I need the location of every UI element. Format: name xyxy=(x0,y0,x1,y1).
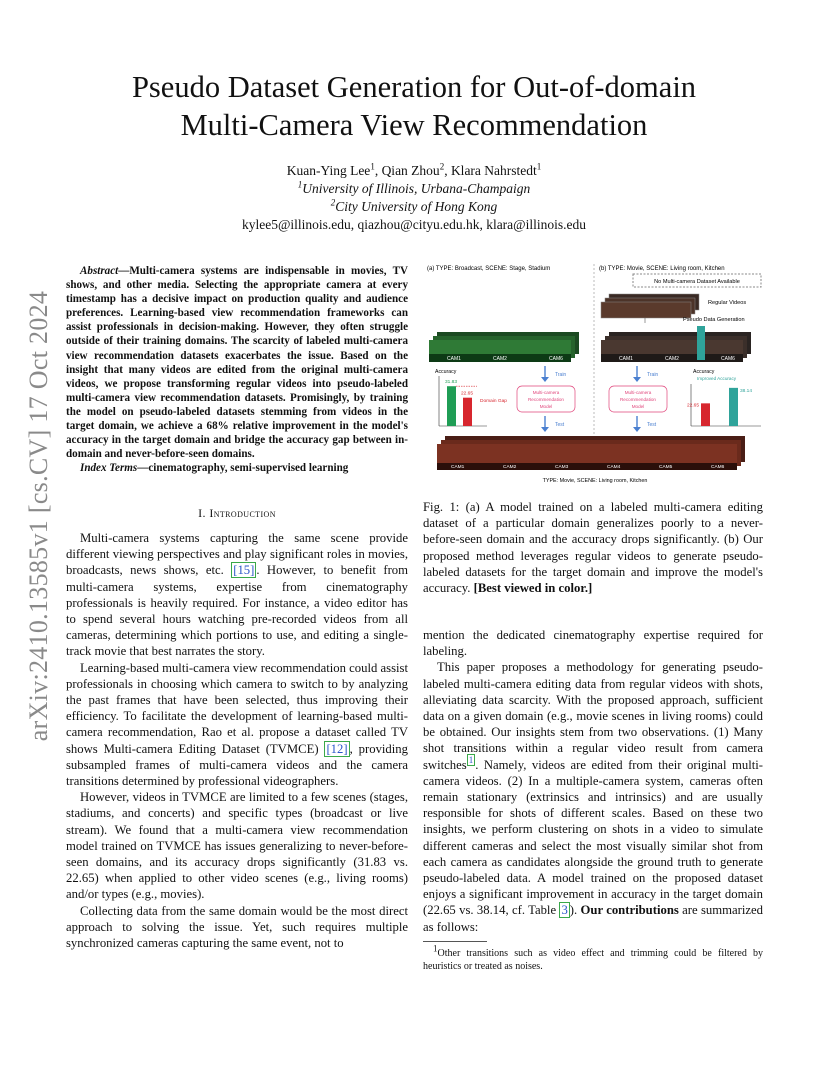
regular-videos-stack xyxy=(601,294,699,318)
model-box-a-line: Recommendation xyxy=(527,397,565,402)
index-terms-text: —cinematography, semi-supervised learning xyxy=(137,462,349,475)
citation-link-12[interactable]: [12] xyxy=(326,741,348,756)
accuracy-label-b: Accuracy xyxy=(693,369,715,375)
cam-label: CAM6 xyxy=(721,356,735,362)
accuracy-bar-b xyxy=(701,403,710,426)
test-label-a: Test xyxy=(555,422,565,428)
footnote-rule xyxy=(423,941,487,942)
paper-title xyxy=(60,68,768,144)
pseudo-data-generation-label: Pseudo Data Generation xyxy=(683,317,745,323)
accuracy-bar-a xyxy=(463,398,472,426)
title-line-2: Multi-Camera View Recommendation xyxy=(180,108,648,142)
model-box-a-line: Model xyxy=(539,404,553,409)
author-2: Qian Zhou xyxy=(381,163,440,178)
bottom-cam-label: CAM6 xyxy=(711,465,725,470)
bottom-cam-label: CAM2 xyxy=(503,465,517,470)
index-terms-lead: Index Terms xyxy=(80,462,138,475)
intro-paragraph-2: Learning-based multi-camera view recommendation could assist professionals in choosing which camera to switch to by analyzing the past frames that have been selected, thus improving their efficiency. To facilitate the development of learning-based multi-camera recommendation, Rao et al. propose a dataset called TV shows Multi-camera Editing Dataset (TVMCE) [12] , providing subsampled frames of multi-camera videos and the camera transitions determined by professional videographers. xyxy=(66,660,408,789)
figure-1-caption: Fig. 1: (a) A model trained on a labeled multi-camera editing dataset of a particular domain generalizes poorly to a never-before-seen domain and the accuracy drops significantly. (b) Our proposed method leverages regular videos to generate pseudo-labeled datasets for the target domain and improve the model's accuracy. [Best viewed in color.] xyxy=(423,500,763,596)
intro-paragraph-4: Collecting data from the same domain would be the most direct approach to solving the issue. Yet, such requires multiple synchronized cameras capturing the same event, not to xyxy=(66,903,408,951)
model-box-a-line: Multi-camera xyxy=(532,390,560,395)
bottom-type-label: TYPE: Movie, SCENE: Living room, Kitchen xyxy=(542,478,648,484)
cam-label: CAM1 xyxy=(447,356,461,362)
regular-videos-label: Regular Videos xyxy=(708,300,747,306)
train-label-a: Train xyxy=(555,372,567,378)
model-box-b-line: Recommendation xyxy=(619,397,657,402)
abstract-text: —Multi-camera systems are indispensable in movies, TV shows, and other media. Selecting the appropriate camera at every timestamp has a decisive impact on production quality and audience preferences. Learning-based view recommendation frameworks can assist professionals in decision-making. However, they often struggle outside of their training domains. The scarcity of labeled multi-camera view recommendation datasets exacerbates the issue. Based on the insight that many videos are edited from the original multi-camera videos, we propose transforming regular videos into pseudo-labeled multi-camera view recommendation datasets. Promisingly, by training the model on pseudo-labeled datasets stemming from videos in the target domain, we achieve a 68% relative improvement in the model's accuracy in the target domain and bridge the accuracy gap between in-domain and never-before-seen domains. xyxy=(66,265,408,461)
bottom-cam-label: CAM4 xyxy=(607,465,621,470)
fig-panel-a-label: (a) TYPE: Broadcast, SCENE: Stage, Stadium xyxy=(427,266,551,272)
author-emails: kylee5@illinois.edu, qiazhou@cityu.edu.hk, klara@illinois.edu xyxy=(242,217,586,232)
figure-1 xyxy=(425,260,765,492)
author-3: Klara Nahrstedt xyxy=(450,163,537,178)
right-column-body xyxy=(423,627,763,935)
introduction-body xyxy=(66,530,408,951)
bottom-camera-strip xyxy=(437,436,745,470)
arxiv-identifier xyxy=(14,266,64,766)
accuracy-bar-b xyxy=(729,388,738,426)
section-heading-introduction: I. Introduction xyxy=(198,506,276,520)
footnote-link-1[interactable]: 1 xyxy=(468,755,474,766)
accuracy-bar-a-label: 22.65 xyxy=(461,391,474,397)
accuracy-bars-a xyxy=(445,379,477,426)
caption-bold-note: [Best viewed in color.] xyxy=(473,581,593,596)
right-paragraph-1: mention the dedicated cinematography expertise required for labeling. xyxy=(423,628,763,659)
cam-label: CAM2 xyxy=(493,356,507,362)
accuracy-bar-b-label: 22.65 xyxy=(687,403,700,409)
intro-paragraph-3: However, videos in TVMCE are limited to a few scenes (stages, stadiums, and concerts) and specific types (broadcast or live stream). We found that a multi-camera view recommendation model trained on TVMCE has issues generalizing to never-before-seen domains, and its accuracy drops significantly (31.83 vs. 22.65) when applied to other video scenes (e.g., living rooms) and/or types (e.g., movies). xyxy=(66,790,408,902)
train-label-b: Train xyxy=(647,372,659,378)
abstract xyxy=(66,264,408,475)
affiliation-2: $^2$City University of Hong Kong xyxy=(330,197,498,214)
bottom-cam-label: CAM3 xyxy=(555,465,569,470)
bottom-cam-label: CAM5 xyxy=(659,465,673,470)
intro-paragraph-1: Multi-camera systems capturing the same scene provide different viewing perspectives and play significant roles in movies, broadcasts, news shows, etc. [15] . However, to benefit from multi-camera systems, expertise from cinematography professionals is heavily required. For instance, a video editor has to spend several hours watching pre-recorded videos from all cameras, determining which portions to use, and editing a single-track movie that best narrates the story. xyxy=(66,531,409,659)
arxiv-id-text: arXiv:2410.13585v1 [cs.CV] 17 Oct 2024 xyxy=(24,290,53,742)
cam-label: CAM6 xyxy=(549,356,563,362)
right-paragraph-2: This paper proposes a methodology for generating pseudo-labeled multi-camera editing data from regular videos with shots, alleviating data scarcity. With the proposed approach, sufficient data on a given domain (e.g., movie scenes in living rooms) could be obtained. Our insights stem from two observations. (1) Many shot transitions within a regular video result from camera switches $^1$ . Namely, videos are edited from their original multi-camera videos. (2) In a multiple-camera system, cameras often remain stationary (extrinsics and intrinsics) and are usually responsible for shots of different scales. Based on these two insights, we perform clustering on shots in a video to simulate different cameras and select the most visually similar shot from each camera as candidates alongside the ground truth to generate pseudo-labeled data. A model trained on the proposed dataset enjoys a significant improvement in accuracy in the target domain (22.65 vs. 38.14, cf. Table 3 ). Our contributions are summarized as follows: xyxy=(423,660,763,934)
footnote-1: $^1$Other transitions such as video effect and trimming could be filtered by heuristics or treated as noises. xyxy=(423,943,763,972)
test-arrow-a xyxy=(541,416,549,432)
table-link-3[interactable]: 3 xyxy=(561,903,568,918)
author-block xyxy=(0,162,828,234)
model-box-b-line: Multi-camera xyxy=(624,390,652,395)
accuracy-bars-b xyxy=(687,388,752,426)
affiliation-1: $^1$University of Illinois, Urbana-Champaign xyxy=(297,179,531,196)
citation-link-15[interactable]: [15] xyxy=(233,563,255,578)
accuracy-bar-a-label: 31.83 xyxy=(445,380,458,386)
accuracy-bar-b-label: 38.14 xyxy=(740,388,753,394)
title-line-1: Pseudo Dataset Generation for Out-of-domain xyxy=(131,70,697,104)
author-names: Kuan-Ying Lee$^1$, Qian Zhou$^2$, Klara Nahrstedt$^1$ xyxy=(286,161,542,178)
accuracy-bar-a xyxy=(447,386,456,426)
domain-gap-label: Domain Gap xyxy=(480,399,507,404)
no-dataset-text: No Multi-camera Dataset Available xyxy=(654,279,740,285)
author-1: Kuan-Ying Lee xyxy=(286,163,371,178)
abstract-lead: Abstract xyxy=(80,265,119,277)
test-label-b: Test xyxy=(647,422,657,428)
cam-label: CAM1 xyxy=(619,356,633,362)
bottom-cam-label: CAM1 xyxy=(451,465,465,470)
model-box-b-line: Model xyxy=(631,404,645,409)
accuracy-label-a: Accuracy xyxy=(435,369,457,375)
train-arrow-a xyxy=(541,366,549,382)
fig-panel-b-label: (b) TYPE: Movie, SCENE: Living room, Kitchen xyxy=(599,266,725,272)
cam-label: CAM2 xyxy=(665,356,679,362)
train-arrow-b xyxy=(633,366,641,382)
test-arrow-b xyxy=(633,416,641,432)
improved-accuracy-label: Improved Accuracy xyxy=(697,376,737,381)
